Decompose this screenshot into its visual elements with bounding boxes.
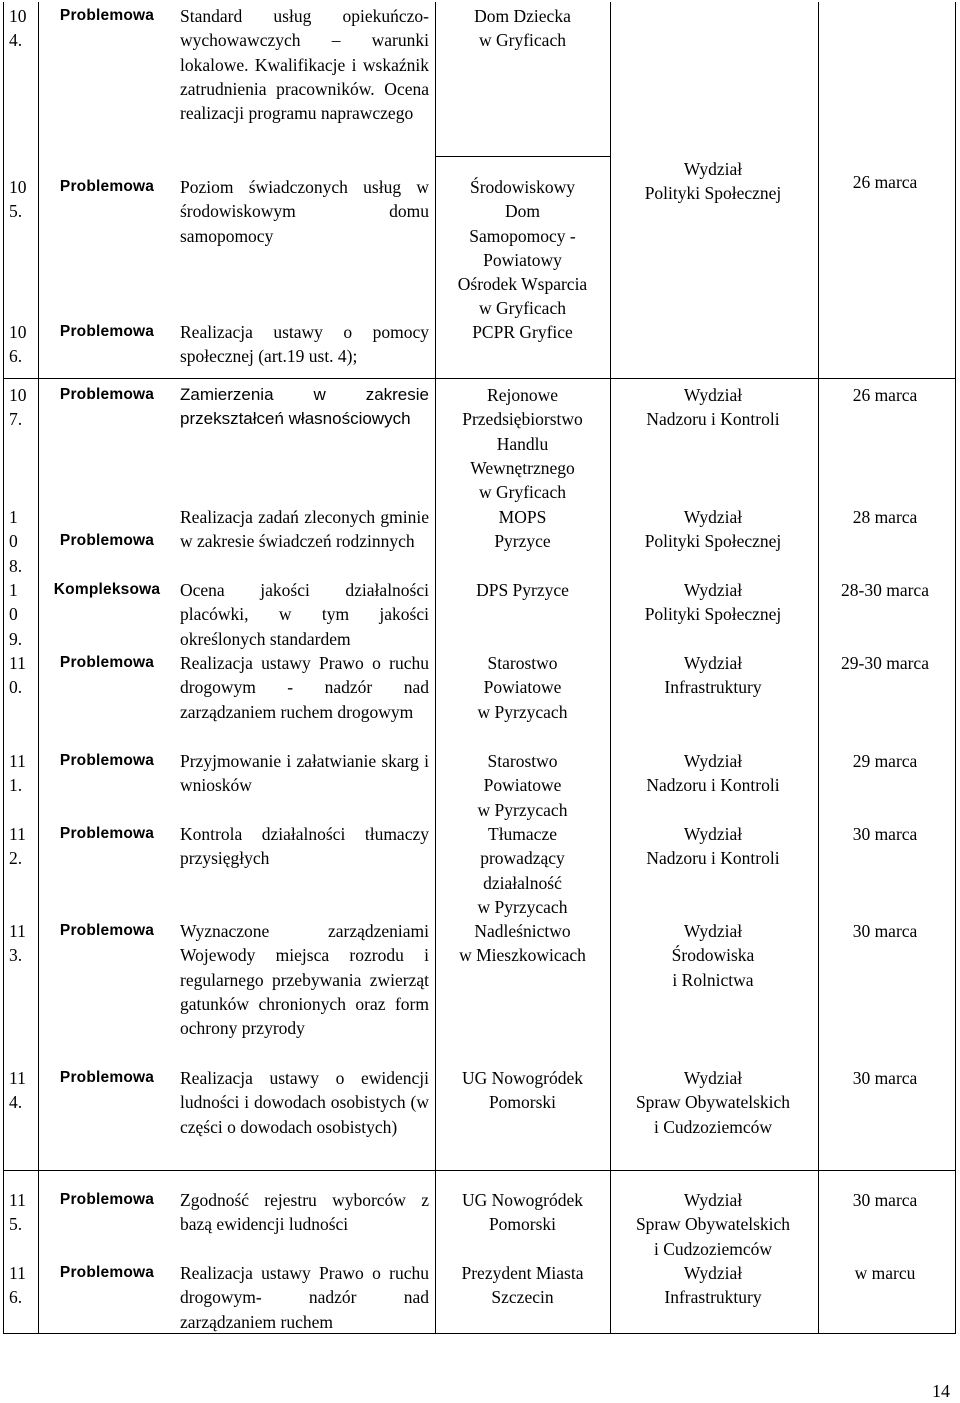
control-subject-13: Realizacja ustawy Prawo o ruchu drogowym- nadzór nad zarządzaniem ruchem [180,1263,429,1332]
row-number-13: 11 6. [9,1263,26,1308]
control-subject-3: Realizacja ustawy o pomocy społecznej (art.19 ust. 4); [180,322,429,367]
control-type-4: Problemowa [59,386,155,403]
row-number-1: 10 4. [9,6,27,51]
control-subject-4: Zamierzenia w zakresie przekształceń własnościowych [180,385,429,429]
responsible-department-7: Wydział Infrastruktury [664,653,762,698]
responsible-department-11: Wydział Spraw Obywatelskich i Cudzoziemców [635,1068,791,1137]
row-number-5: 1 0 8. [9,507,23,576]
table-border [436,156,610,157]
control-type-7: Problemowa [59,654,155,671]
responsible-department-13: Wydział Infrastruktury [664,1263,762,1308]
responsible-department-12: Wydział Spraw Obywatelskich i Cudzoziemców [635,1190,791,1259]
control-date-8: 29 marca [852,751,918,771]
controlled-unit-2: Środowiskowy Dom Samopomocy - Powiatowy Ośrodek Wsparcia w Gryficach [457,177,588,319]
responsible-department-9: Wydział Nadzoru i Kontroli [646,824,780,869]
merged-date-cell: 26 marca [852,172,918,192]
row-number-11: 11 4. [9,1068,26,1113]
responsible-department-6: Wydział Polityki Społecznej [644,580,782,625]
control-type-1: Problemowa [59,7,155,24]
controlled-unit-3: PCPR Gryfice [472,322,573,342]
table-border [610,2,611,1333]
table-border [955,2,956,1333]
table-border [38,2,39,1333]
control-date-7: 29-30 marca [841,653,929,673]
row-number-4: 10 7. [9,385,27,430]
control-type-11: Problemowa [59,1069,155,1086]
control-date-9: 30 marca [852,824,918,844]
control-type-12: Problemowa [59,1191,155,1208]
control-subject-11: Realizacja ustawy o ewidencji ludności i dowodach osobistych (w części o dowodach osobistych) [180,1068,429,1137]
merged-dept-cell: Wydział Polityki Społecznej [644,159,782,204]
row-number-8: 11 1. [9,751,26,796]
table-border [818,2,819,1333]
control-type-5: Problemowa [59,532,155,549]
control-type-9: Problemowa [59,825,155,842]
row-number-6: 1 0 9. [9,580,23,649]
controlled-unit-4: Rejonowe Przedsiębiorstwo Handlu Wewnętrznego w Gryficach [462,385,583,503]
controlled-unit-9: Tłumacze prowadzący działalność w Pyrzycach [477,824,568,917]
row-number-10: 11 3. [9,921,26,966]
control-type-2: Problemowa [59,178,155,195]
control-date-12: 30 marca [852,1190,918,1210]
control-type-13: Problemowa [59,1264,155,1281]
control-date-6: 28-30 marca [841,580,929,600]
control-type-10: Problemowa [59,922,155,939]
controlled-unit-8: Starostwo Powiatowe w Pyrzycach [477,751,568,820]
row-number-7: 11 0. [9,653,26,698]
table-border [3,1170,956,1171]
controlled-unit-13: Prezydent Miasta Szczecin [461,1263,584,1308]
controlled-unit-11: UG Nowogródek Pomorski [461,1068,584,1113]
control-subject-9: Kontrola działalności tłumaczy przysięgłych [180,824,429,869]
row-number-9: 11 2. [9,824,26,869]
control-subject-12: Zgodność rejestru wyborców z bazą ewidencji ludności [180,1190,429,1235]
controlled-unit-1: Dom Dziecka w Gryficach [474,6,571,51]
control-subject-10: Wyznaczone zarządzeniami Wojewody miejsca rozrodu i regularnego przebywania zwierząt gatunków chronionych oraz form ochrony przyrody [180,921,429,1039]
control-type-8: Problemowa [59,752,155,769]
table-border [3,378,956,379]
responsible-department-10: Wydział Środowiska i Rolnictwa [671,921,755,990]
control-subject-2: Poziom świadczonych usług w środowiskowym domu samopomocy [180,177,429,246]
responsible-department-5: Wydział Polityki Społecznej [644,507,782,552]
table-border [3,1333,956,1334]
control-subject-5: Realizacja zadań zleconych gminie w zakresie świadczeń rodzinnych [180,507,429,552]
controlled-unit-10: Nadleśnictwo w Mieszkowicach [459,921,586,966]
responsible-department-8: Wydział Nadzoru i Kontroli [646,751,780,796]
page-number: 14 [932,1381,950,1401]
control-date-4: 26 marca [852,385,918,405]
control-date-13: w marcu [854,1263,916,1283]
control-subject-6: Ocena jakości działalności placówki, w tym jakości określonych standardem [180,580,429,649]
control-subject-7: Realizacja ustawy Prawo o ruchu drogowym - nadzór nad zarządzaniem ruchem drogowym [180,653,429,722]
control-subject-1: Standard usług opiekuńczo-wychowawczych – warunki lokalowe. Kwalifikacje i wskaźnik zatrudnienia pracowników. Ocena realizacji programu naprawczego [180,6,429,124]
row-number-3: 10 6. [9,322,27,367]
row-number-2: 10 5. [9,177,27,222]
controlled-unit-7: Starostwo Powiatowe w Pyrzycach [477,653,568,722]
control-type-3: Problemowa [59,323,155,340]
responsible-department-4: Wydział Nadzoru i Kontroli [646,385,780,430]
row-number-12: 11 5. [9,1190,26,1235]
control-date-5: 28 marca [852,507,918,527]
control-type-6: Kompleksowa [53,581,161,598]
controlled-unit-5: MOPS Pyrzyce [494,507,551,552]
controlled-unit-6: DPS Pyrzyce [476,580,569,600]
control-subject-8: Przyjmowanie i załatwianie skarg i wniosków [180,751,429,796]
table-border [435,2,436,1333]
control-date-10: 30 marca [852,921,918,941]
controlled-unit-12: UG Nowogródek Pomorski [461,1190,584,1235]
control-date-11: 30 marca [852,1068,918,1088]
